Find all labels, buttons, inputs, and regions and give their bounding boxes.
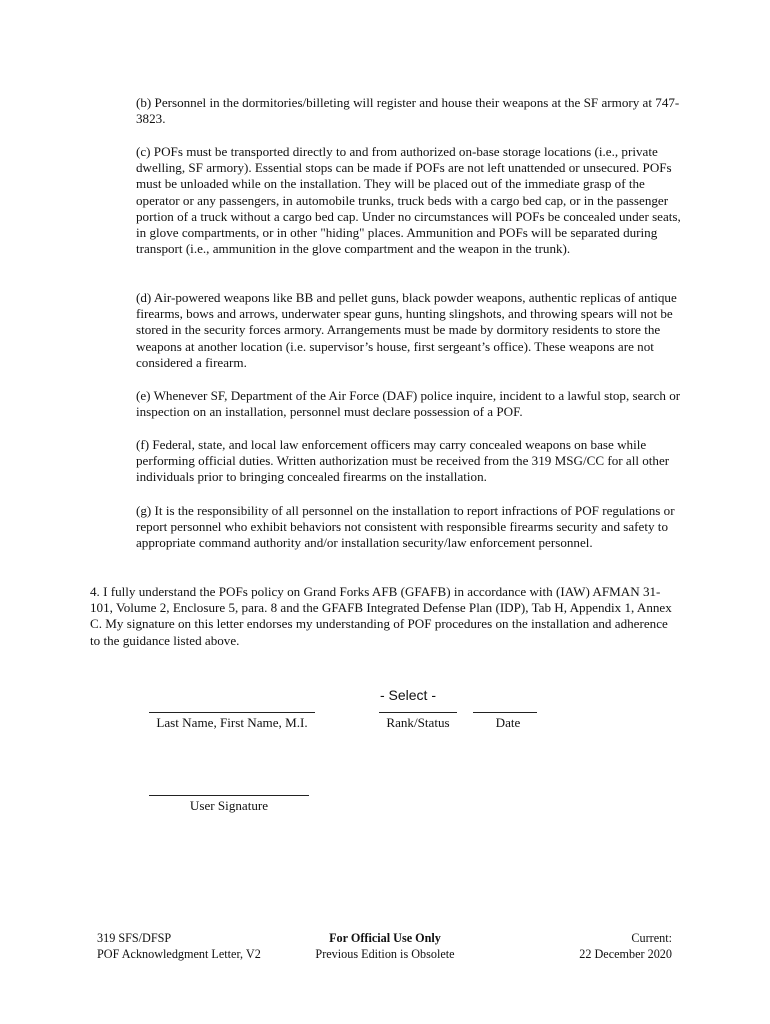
user-signature-line[interactable] xyxy=(149,795,309,796)
rank-status-label: Rank/Status xyxy=(386,715,450,730)
footer-current-date: 22 December 2020 xyxy=(579,947,672,961)
user-signature-label: User Signature xyxy=(189,798,269,813)
date-signature-line[interactable] xyxy=(473,712,537,713)
paragraph-e: (e) Whenever SF, Department of the Air Force (DAF) police inquire, incident to a lawful stop, search or inspection on an installation, personnel must declare possession of a POF. xyxy=(136,388,681,420)
footer-classification: For Official Use Only xyxy=(329,931,441,945)
paragraph-g: (g) It is the responsibility of all personnel on the installation to report infractions of POF regulations or report personnel who exhibit behaviors not consistent with responsible firearms security and safety to appropriate command authority and/or installation security/law enforcement personnel. xyxy=(136,503,675,551)
footer-edition-note: Previous Edition is Obsolete xyxy=(315,947,455,961)
name-label: Last Name, First Name, M.I. xyxy=(156,715,308,730)
footer-form-name: POF Acknowledgment Letter, V2 xyxy=(97,947,261,961)
paragraph-c: (c) POFs must be transported directly to and from authorized on-base storage locations (i.e., private dwelling, SF armory). Essential stops can be made if POFs are not left unattended or unsecured. POFs must be unloaded while on the installation. They will be placed out of the immediate grasp of the operator or any passengers, in automobile trunks, truck beds with a cargo bed cap, or in the passenger portion of a truck without a cargo bed cap. Under no circumstances will POFs be concealed under seats, in glove compartments, or in other "hiding" places. Ammunition and POFs will be separated during transport (i.e., ammunition in the glove compartment and the weapon in the trunk). xyxy=(136,144,681,257)
rank-signature-line xyxy=(379,712,457,713)
footer-current-label: Current: xyxy=(631,931,672,945)
footer-left xyxy=(97,930,261,962)
paragraph-4: 4. I fully understand the POFs policy on Grand Forks AFB (GFAFB) in accordance with (IAW) AFMAN 31-101, Volume 2, Enclosure 5, para. 8 and the GFAFB Integrated Defense Plan (IDP), Tab H, Appendix 1, Annex C. My signature on this letter endorses my understanding of POF procedures on the installation and adherence to the guidance listed above. xyxy=(90,584,672,648)
name-signature-line[interactable] xyxy=(149,712,315,713)
date-label: Date xyxy=(495,715,521,730)
rank-status-select[interactable]: - Select - xyxy=(379,687,436,703)
paragraph-d: (d) Air-powered weapons like BB and pellet guns, black powder weapons, authentic replicas of antique firearms, bows and arrows, underwater spear guns, hunting slingshots, and throwing spears will not be stored in the security forces armory. Arrangements must be made by dormitory residents to store the weapons at another location (i.e. supervisor’s house, first sergeant’s office). These weapons are not considered a firearm. xyxy=(136,290,677,370)
footer-right xyxy=(540,930,672,962)
footer-center xyxy=(300,930,470,962)
paragraph-b: (b) Personnel in the dormitories/billeting will register and house their weapons at the SF armory at 747-3823. xyxy=(136,95,680,127)
footer-office: 319 SFS/DFSP xyxy=(97,931,172,945)
paragraph-f: (f) Federal, state, and local law enforcement officers may carry concealed weapons on base while performing official duties. Written authorization must be received from the 319 MSG/CC for all other individuals prior to bringing concealed firearms on the installation. xyxy=(136,437,670,485)
